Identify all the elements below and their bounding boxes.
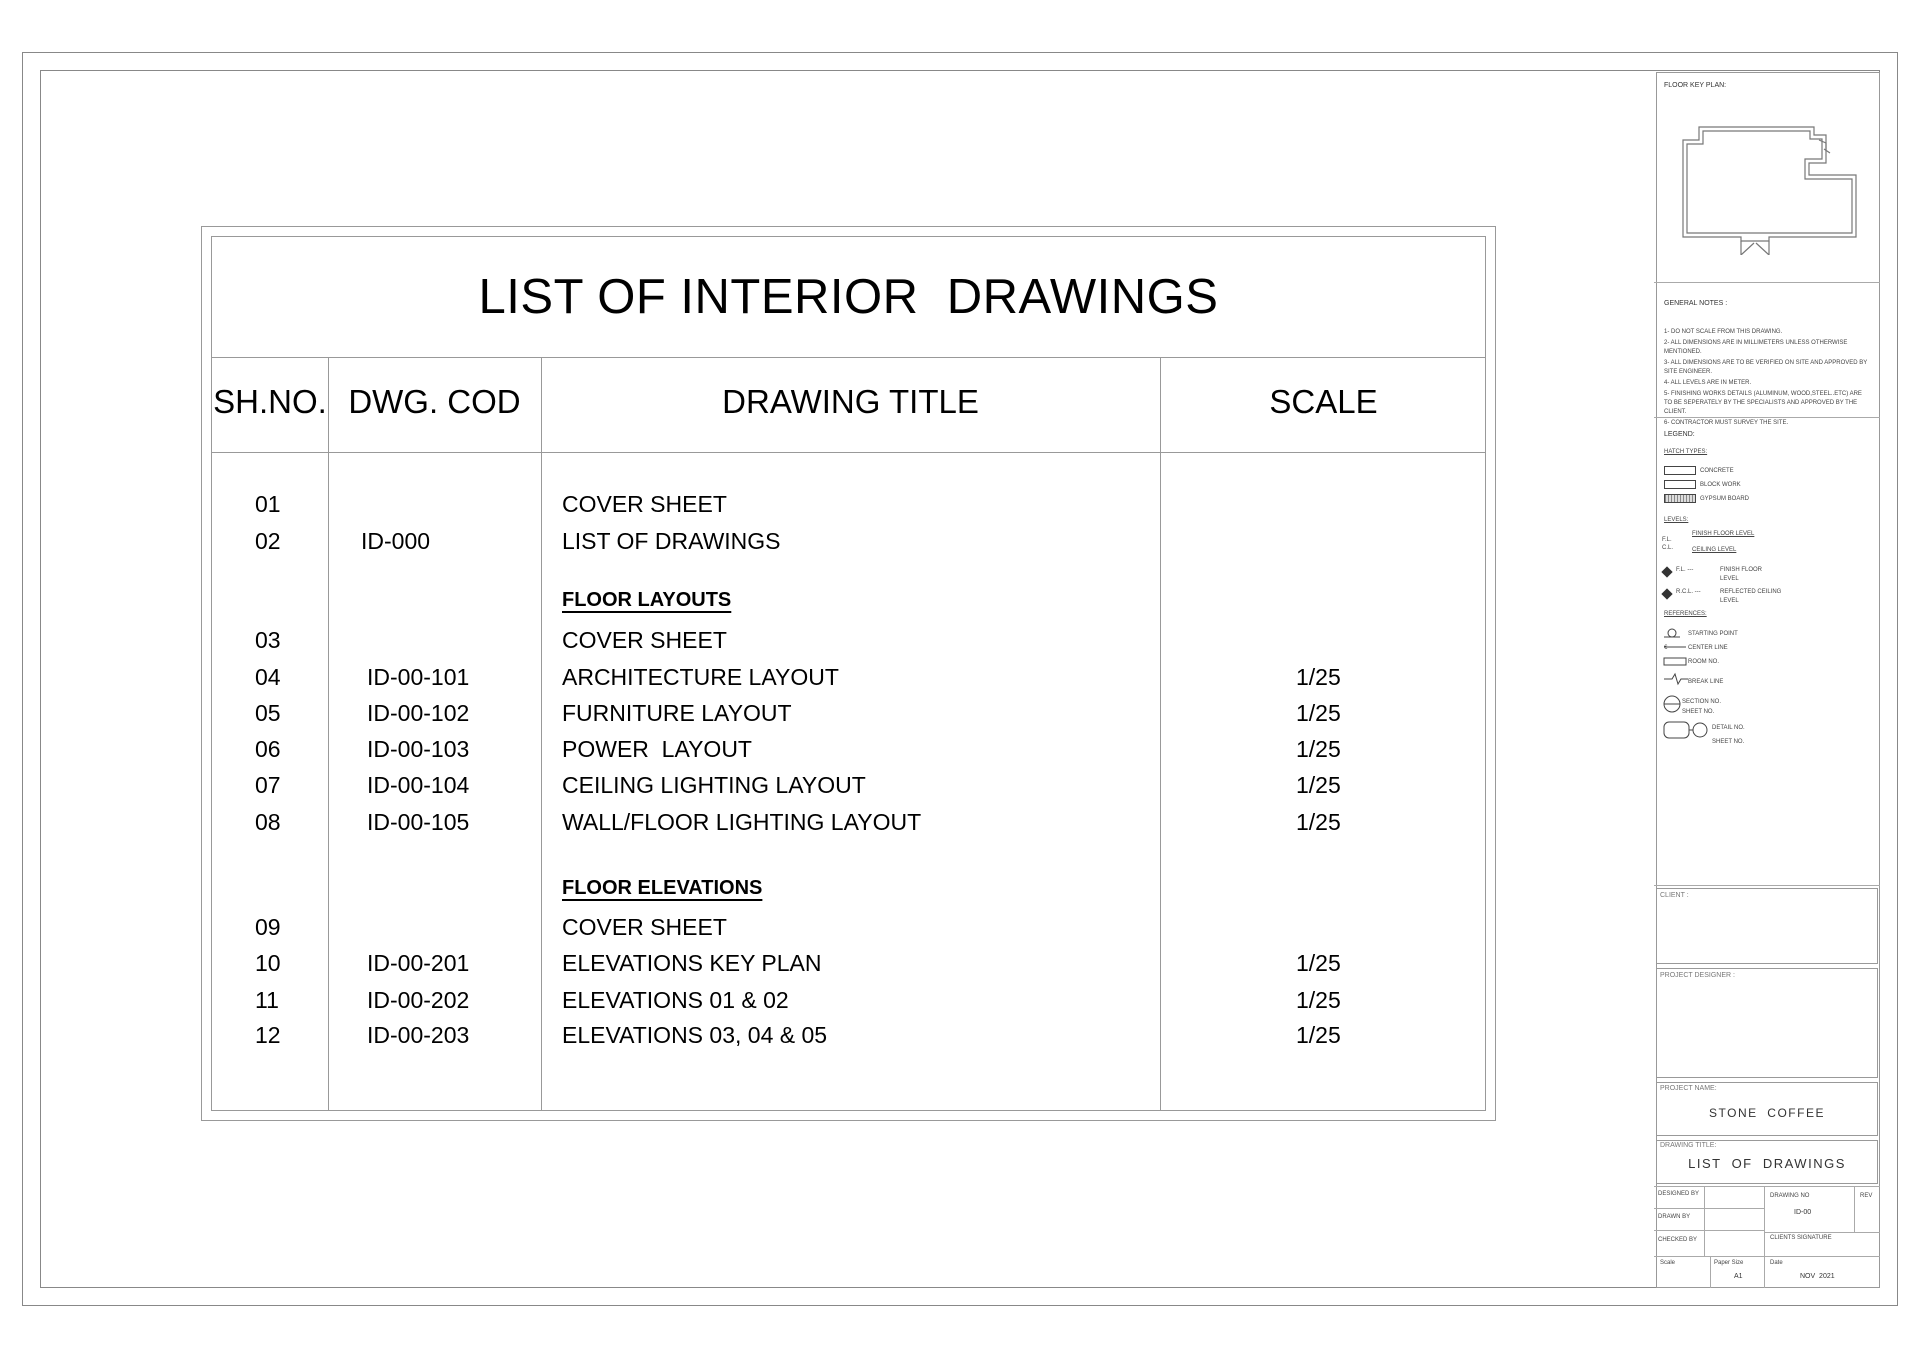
row-sheet-number: 11 bbox=[255, 987, 279, 1013]
hatch-item bbox=[1664, 492, 1749, 506]
row-sheet-number: 12 bbox=[255, 1022, 281, 1048]
column-header-drawing-title: DRAWING TITLE bbox=[722, 383, 979, 420]
rev-label: REV bbox=[1860, 1193, 1873, 1199]
general-notes-list bbox=[1664, 328, 1869, 430]
grid-line bbox=[1710, 1256, 1711, 1288]
clients-signature-label: CLIENTS SIGNATURE bbox=[1770, 1235, 1832, 1241]
grid-line bbox=[1654, 1186, 1880, 1187]
general-note: 4- ALL LEVELS ARE IN METER. bbox=[1664, 380, 1752, 386]
scale-label: Scale bbox=[1660, 1260, 1676, 1266]
column-divider bbox=[541, 358, 542, 1110]
floor-key-plan-drawing bbox=[1674, 115, 1874, 255]
grid-line bbox=[1764, 1186, 1765, 1288]
column-divider bbox=[328, 358, 329, 1110]
reference-item: SHEET NO. bbox=[1712, 739, 1745, 745]
grid-line bbox=[1854, 1186, 1855, 1232]
row-drawing-title: WALL/FLOOR LIGHTING LAYOUT bbox=[562, 809, 922, 835]
level-tag: F.L. bbox=[1662, 537, 1672, 543]
row-sheet-number: 05 bbox=[255, 700, 281, 726]
hatch-label: CONCRETE bbox=[1700, 468, 1734, 474]
level-marker-icon bbox=[1661, 588, 1672, 599]
general-notes-label: GENERAL NOTES : bbox=[1664, 300, 1728, 307]
reference-item: CENTER LINE bbox=[1688, 645, 1728, 651]
column-header-dwg-code: DWG. COD bbox=[348, 383, 521, 420]
svg-text:€: € bbox=[1664, 645, 1668, 651]
paper-size-label: Paper Size bbox=[1714, 1260, 1744, 1266]
row-sheet-number: 09 bbox=[255, 914, 281, 940]
hatch-swatch-icon bbox=[1664, 466, 1696, 475]
drawn-by-label: DRAWN BY bbox=[1658, 1214, 1691, 1220]
column-header-scale: SCALE bbox=[1269, 383, 1378, 420]
level-item: FINISH FLOOR LEVEL bbox=[1692, 531, 1755, 537]
row-drawing-title: CEILING LIGHTING LAYOUT bbox=[562, 772, 866, 798]
row-drawing-title: ELEVATIONS KEY PLAN bbox=[562, 950, 822, 976]
hatch-list bbox=[1664, 464, 1749, 506]
client-box bbox=[1656, 888, 1878, 964]
hatch-swatch-icon bbox=[1664, 494, 1696, 503]
hatch-swatch-icon bbox=[1664, 480, 1696, 489]
designed-by-label: DESIGNED BY bbox=[1658, 1191, 1700, 1197]
row-sheet-number: 08 bbox=[255, 809, 281, 835]
row-drawing-code: ID-00-202 bbox=[367, 987, 470, 1013]
row-drawing-title: ELEVATIONS 03, 04 & 05 bbox=[562, 1022, 828, 1048]
reference-item: BREAK LINE bbox=[1688, 679, 1724, 685]
references-label: REFERENCES: bbox=[1664, 611, 1707, 617]
drawing-no-label: DRAWING NO bbox=[1770, 1193, 1810, 1199]
general-note: 3- ALL DIMENSIONS ARE TO BE VERIFIED ON SITE AND APPROVED BY SITE ENGINEER. bbox=[1664, 360, 1868, 375]
hatch-label: BLOCK WORK bbox=[1700, 482, 1741, 488]
reference-item: DETAIL NO. bbox=[1712, 725, 1745, 731]
drawing-no: ID-00 bbox=[1794, 1209, 1812, 1216]
level-tag: R.C.L. --- bbox=[1676, 589, 1701, 595]
hatch-item bbox=[1664, 464, 1749, 478]
reference-item: ROOM NO. bbox=[1688, 659, 1719, 665]
row-sheet-number: 01 bbox=[255, 491, 281, 517]
hatch-label: GYPSUM BOARD bbox=[1700, 496, 1750, 502]
row-scale: 1/25 bbox=[1296, 987, 1341, 1013]
general-note: 1- DO NOT SCALE FROM THIS DRAWING. bbox=[1664, 329, 1783, 335]
section-divider bbox=[1654, 885, 1880, 886]
row-scale: 1/25 bbox=[1296, 736, 1341, 762]
grid-line bbox=[1654, 1256, 1880, 1257]
row-sheet-number: 03 bbox=[255, 627, 281, 653]
level-item: REFLECTED CEILING LEVEL bbox=[1720, 589, 1782, 604]
row-sheet-number: 02 bbox=[255, 528, 281, 554]
grid-line bbox=[1704, 1186, 1705, 1256]
title-block-content bbox=[1654, 70, 1880, 1288]
level-tag: C.L. bbox=[1662, 545, 1674, 551]
row-drawing-code: ID-00-102 bbox=[367, 700, 470, 726]
row-drawing-code: ID-00-104 bbox=[367, 772, 470, 798]
level-marker-icon bbox=[1661, 566, 1672, 577]
legend-label: LEGEND: bbox=[1664, 431, 1695, 438]
drawing-title: LIST OF DRAWINGS bbox=[1688, 1156, 1846, 1171]
row-drawing-title: LIST OF DRAWINGS bbox=[562, 528, 781, 554]
section-divider bbox=[1654, 282, 1880, 283]
title-divider bbox=[212, 357, 1485, 358]
project-designer-label: PROJECT DESIGNER : bbox=[1660, 972, 1735, 979]
row-drawing-title: COVER SHEET bbox=[562, 627, 727, 653]
project-name-label: PROJECT NAME: bbox=[1660, 1085, 1717, 1092]
reference-item: STARTING POINT bbox=[1688, 631, 1738, 637]
date-label: Date bbox=[1770, 1260, 1783, 1266]
row-drawing-title: COVER SHEET bbox=[562, 914, 727, 940]
section-heading: FLOOR LAYOUTS bbox=[562, 589, 732, 611]
row-drawing-code: ID-00-105 bbox=[367, 809, 470, 835]
grid-line bbox=[1764, 1232, 1880, 1233]
row-drawing-code: ID-000 bbox=[361, 528, 431, 554]
reference-item: SHEET NO. bbox=[1682, 709, 1715, 715]
reference-item: SECTION NO. bbox=[1682, 699, 1722, 705]
hatch-types-label: HATCH TYPES: bbox=[1664, 449, 1708, 455]
column-divider bbox=[1160, 358, 1161, 1110]
row-drawing-title: POWER LAYOUT bbox=[562, 736, 752, 762]
row-sheet-number: 06 bbox=[255, 736, 281, 762]
row-drawing-code: ID-00-103 bbox=[367, 736, 470, 762]
level-item: FINISH FLOOR LEVEL bbox=[1720, 567, 1763, 582]
column-header-sh-no: SH.NO. bbox=[213, 383, 327, 420]
row-sheet-number: 07 bbox=[255, 772, 281, 798]
drawing-list-table bbox=[211, 236, 1486, 1111]
level-tag: F.L. --- bbox=[1676, 567, 1694, 573]
drawing-title-label: DRAWING TITLE: bbox=[1660, 1142, 1717, 1149]
general-note: 5- FINISHING WORKS DETAILS (ALUMINUM, WOOD,STEEL..ETC) ARE TO BE SEPERATELY BY THE SPECIALISTS AND APPROVED BY THE CLIENT. bbox=[1664, 391, 1862, 415]
row-sheet-number: 04 bbox=[255, 664, 281, 690]
reference-symbols-icon bbox=[1660, 625, 1720, 755]
row-drawing-title: ARCHITECTURE LAYOUT bbox=[562, 664, 839, 690]
row-drawing-code: ID-00-101 bbox=[367, 664, 470, 690]
grid-line bbox=[1654, 1208, 1764, 1209]
row-drawing-code: ID-00-203 bbox=[367, 1022, 470, 1048]
project-name: STONE COFFEE bbox=[1709, 1106, 1825, 1120]
key-plan-label: FLOOR KEY PLAN: bbox=[1664, 82, 1727, 89]
section-heading: FLOOR ELEVATIONS bbox=[562, 877, 763, 899]
row-scale: 1/25 bbox=[1296, 1022, 1341, 1048]
section-divider bbox=[1654, 417, 1880, 418]
hatch-item bbox=[1664, 478, 1749, 492]
row-scale: 1/25 bbox=[1296, 700, 1341, 726]
row-drawing-title: COVER SHEET bbox=[562, 491, 727, 517]
level-item: CEILING LEVEL bbox=[1692, 547, 1737, 553]
date: NOV 2021 bbox=[1800, 1273, 1835, 1280]
page-title: LIST OF INTERIOR DRAWINGS bbox=[478, 270, 1219, 324]
grid-line bbox=[1654, 1230, 1764, 1231]
general-note: 2- ALL DIMENSIONS ARE IN MILLIMETERS UNLESS OTHERWISE MENTIONED. bbox=[1664, 340, 1848, 355]
row-scale: 1/25 bbox=[1296, 809, 1341, 835]
paper-size: A1 bbox=[1734, 1273, 1743, 1280]
checked-by-label: CHECKED BY bbox=[1658, 1237, 1698, 1243]
general-note: 6- CONTRACTOR MUST SURVEY THE SITE. bbox=[1664, 420, 1789, 426]
row-drawing-code: ID-00-201 bbox=[367, 950, 470, 976]
row-drawing-title: ELEVATIONS 01 & 02 bbox=[562, 987, 789, 1013]
client-label: CLIENT : bbox=[1660, 892, 1689, 899]
row-scale: 1/25 bbox=[1296, 950, 1341, 976]
project-designer-box bbox=[1656, 968, 1878, 1078]
levels-label: LEVELS: bbox=[1664, 517, 1689, 523]
row-drawing-title: FURNITURE LAYOUT bbox=[562, 700, 792, 726]
row-sheet-number: 10 bbox=[255, 950, 281, 976]
row-scale: 1/25 bbox=[1296, 664, 1341, 690]
header-divider bbox=[212, 452, 1485, 453]
row-scale: 1/25 bbox=[1296, 772, 1341, 798]
